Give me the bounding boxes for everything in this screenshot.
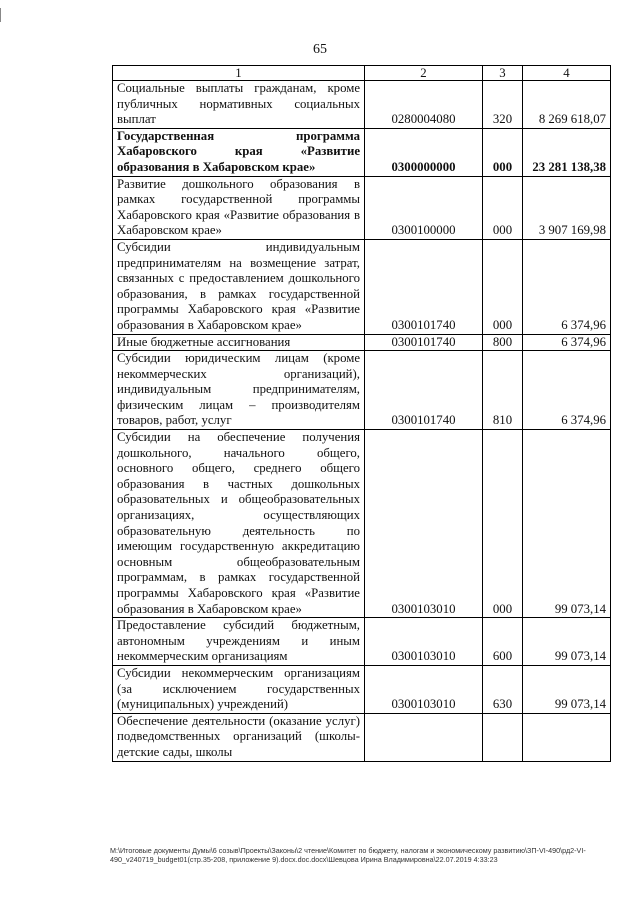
table-row [113,334,611,351]
row-kind: 000 [483,128,523,176]
row-code: 0300101740 [365,239,483,334]
scan-edge-mark [0,8,4,22]
header-col-2: 2 [365,66,483,81]
row-sum: 6 374,96 [523,351,611,430]
budget-table [112,65,611,762]
row-code: 0300103010 [365,665,483,713]
table-row [113,713,611,761]
table-row [113,176,611,239]
table-row [113,618,611,666]
table-row [113,239,611,334]
row-name: Социальные выплаты гражданам, кроме публичных нормативных социальных выплат [113,81,365,129]
row-name: Предоставление субсидий бюджетным, автономным учреждениям и иным некоммерческим организациям [113,618,365,666]
row-sum: 3 907 169,98 [523,176,611,239]
row-kind: 000 [483,239,523,334]
row-code: 0300000000 [365,128,483,176]
row-code [365,713,483,761]
row-kind: 000 [483,176,523,239]
row-kind: 000 [483,430,523,618]
row-code: 0300101740 [365,351,483,430]
row-name: Субсидии на обеспечение получения дошкольного, начального общего, основного общего, среднего общего образования в частных дошкольных образовательных и общеобразовательных организациях, осуществляющих образовательную деятельность по имеющим государственную аккредитацию основным общеобразовательным программам, в рамках государственной программы Хабаровского края «Развитие образования в Хабаровском крае» [113,430,365,618]
row-code: 0280004080 [365,81,483,129]
row-sum: 99 073,14 [523,665,611,713]
row-code: 0300103010 [365,618,483,666]
header-col-4: 4 [523,66,611,81]
row-kind: 810 [483,351,523,430]
file-path-footer: M:\Итоговые документы Думы\6 созыв\Проекты\Законы\2 чтение\Комитет по бюджету, налогам и экономическому развитию\ЗП-VI-490\рд2-VI-490_v240719_budget01(стр.35-208, приложение 9).docx.doc.docx\Шевцова Ирина Владимировна\22.07.2019 4:33:23 [110,846,586,864]
table-body [113,81,611,762]
row-code: 0300103010 [365,430,483,618]
table-row [113,81,611,129]
table-row [113,665,611,713]
row-kind: 800 [483,334,523,351]
row-sum: 6 374,96 [523,334,611,351]
row-kind: 320 [483,81,523,129]
row-sum [523,713,611,761]
row-kind: 600 [483,618,523,666]
row-kind [483,713,523,761]
row-sum: 6 374,96 [523,239,611,334]
row-name: Обеспечение деятельности (оказание услуг) подведомственных организаций (школы-детские сады, школы [113,713,365,761]
row-name: Субсидии индивидуальным предпринимателям на возмещение затрат, связанных с предоставлением дошкольного образования, в рамках государственной программы Хабаровского края «Развитие образования в Хабаровском крае» [113,239,365,334]
row-sum: 99 073,14 [523,618,611,666]
table-row [113,351,611,430]
row-name: Субсидии юридическим лицам (кроме некоммерческих организаций), индивидуальным предпринимателям, физическим лицам – производителям товаров, работ, услуг [113,351,365,430]
header-col-1: 1 [113,66,365,81]
row-name: Иные бюджетные ассигнования [113,334,365,351]
row-name: Субсидии некоммерческим организациям (за исключением государственных (муниципальных) учреждений) [113,665,365,713]
header-col-3: 3 [483,66,523,81]
row-name: Государственная программа Хабаровского края «Развитие образования в Хабаровском крае» [113,128,365,176]
row-sum: 23 281 138,38 [523,128,611,176]
row-sum: 8 269 618,07 [523,81,611,129]
row-sum: 99 073,14 [523,430,611,618]
table-row [113,430,611,618]
row-code: 0300100000 [365,176,483,239]
row-kind: 630 [483,665,523,713]
header-row [113,66,611,81]
table-row [113,128,611,176]
row-code: 0300101740 [365,334,483,351]
row-name: Развитие дошкольного образования в рамках государственной программы Хабаровского края «Развитие образования в Хабаровском крае» [113,176,365,239]
page-number: 65 [313,42,327,57]
